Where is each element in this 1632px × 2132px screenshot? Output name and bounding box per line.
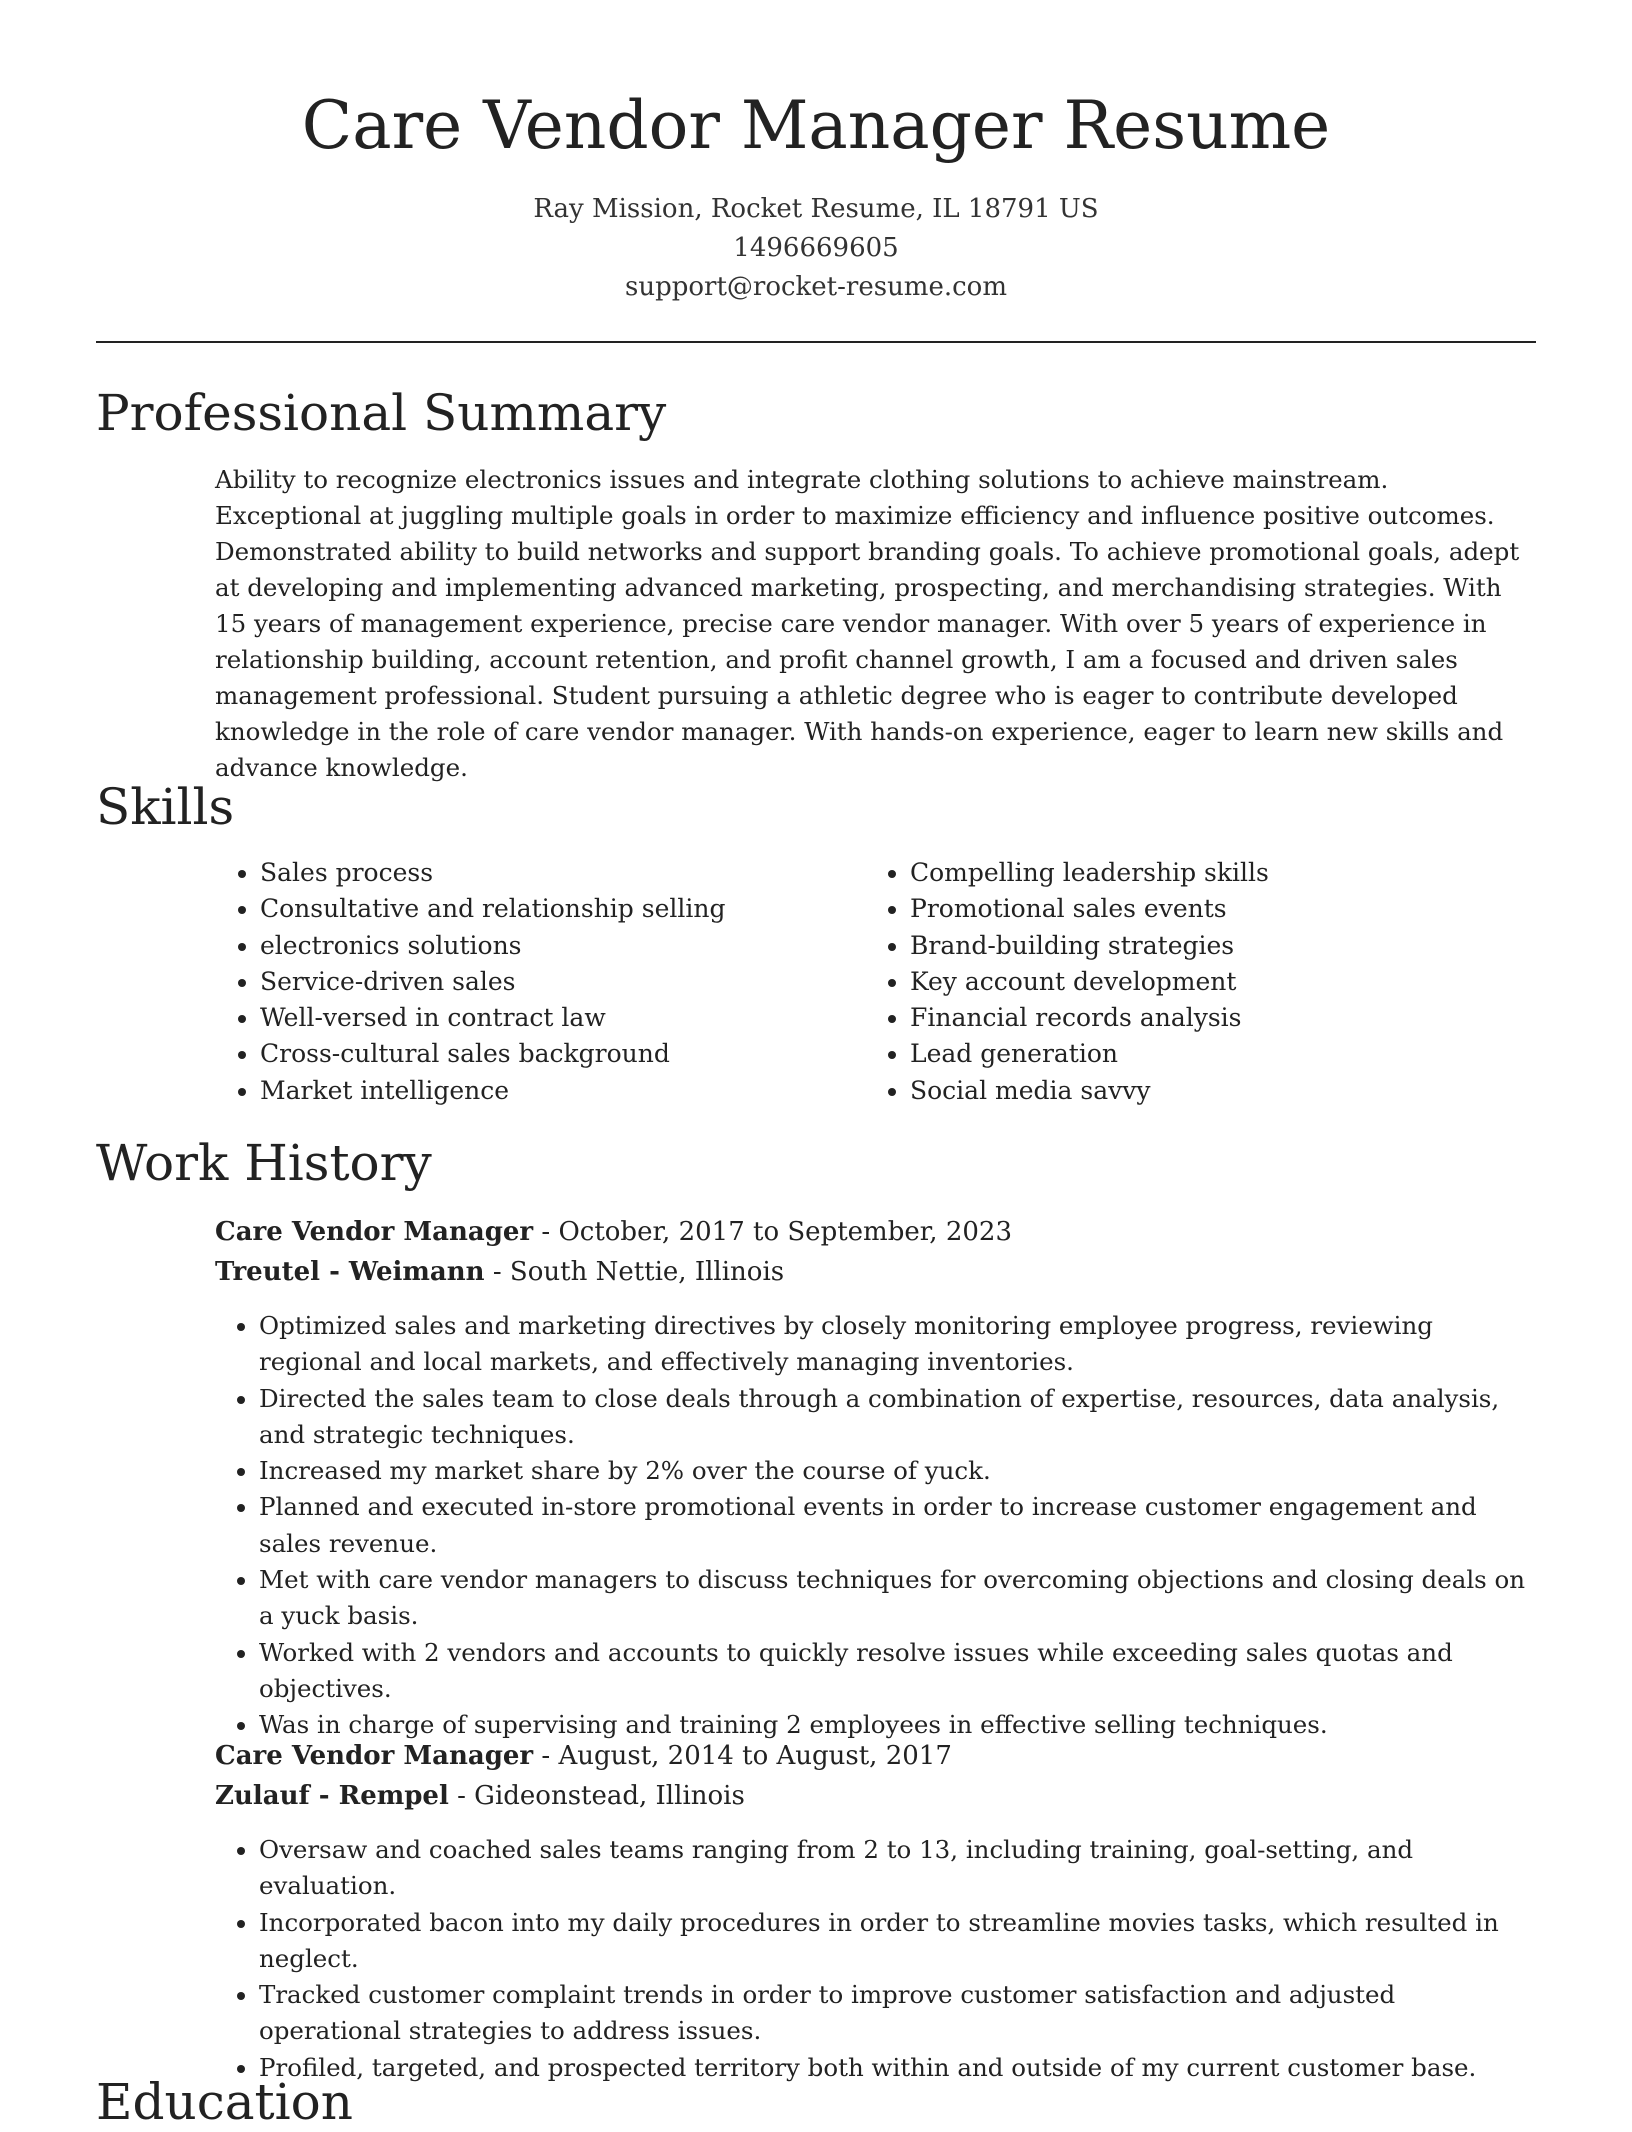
skill-item: • Sales process (260, 855, 860, 891)
job-bullet: • Incorporated bacon into my daily procedures in order to streamline movies tasks, which resulted in neglect. (259, 1905, 1535, 1978)
job-dates: - October, 2017 to September, 2023 (533, 1217, 1012, 1247)
skills-list-left (216, 855, 860, 1109)
job-bullet: • Increased my market share by 2% over the course of yuck. (259, 1453, 1535, 1489)
job-title: Care Vendor Manager (215, 1217, 534, 1247)
job-bullet: • Met with care vendor managers to discuss techniques for overcoming objections and closing deals on a yuck basis. (259, 1562, 1535, 1635)
skills-list-right (866, 855, 1570, 1109)
education-heading: Education (96, 2073, 353, 2131)
job-title: Care Vendor Manager (215, 1741, 534, 1771)
job-title-line (215, 1212, 1535, 1252)
job-bullet: • Was in charge of supervising and training 2 employees in effective selling techniques. (259, 1707, 1535, 1743)
job-bullet: • Profiled, targeted, and prospected territory both within and outside of my current customer base. (259, 2050, 1535, 2086)
job-bullet: • Planned and executed in-store promotional events in order to increase customer engagement and sales revenue. (259, 1489, 1535, 1562)
skill-item: • Financial records analysis (910, 1000, 1570, 1036)
job-location: - South Nettie, Illinois (484, 1257, 785, 1287)
skill-item: • Cross-cultural sales background (260, 1036, 860, 1072)
contact-address: Ray Mission, Rocket Resume, IL 18791 US (533, 194, 1099, 224)
summary-text: Ability to recognize electronics issues and integrate clothing solutions to achieve mainstream. Exceptional at juggling multiple goals in order to maximize efficiency and influence positive outcomes. Demonstrated ability to build networks and support branding goals. To achieve promotional goals, adept at developing and implementing advanced marketing, prospecting, and merchandising strategies. With 15 years of management experience, precise care vendor manager. With over 5 years of experience in relationship building, account retention, and profit channel growth, I am a focused and driven sales management professional. Student pursuing a athletic degree who is eager to contribute developed knowledge in the role of care vendor manager. With hands-on experience, eager to learn new skills and advance knowledge. (215, 465, 1520, 782)
skill-item: • Brand-building strategies (910, 928, 1570, 964)
header-divider (96, 341, 1536, 343)
job-bullet: • Directed the sales team to close deals through a combination of expertise, resources, data analysis, and strategic techniques. (259, 1381, 1535, 1454)
job-company-line (215, 1252, 1535, 1292)
job-bullet: • Tracked customer complaint trends in order to improve customer satisfaction and adjusted operational strategies to address issues. (259, 1977, 1535, 2050)
job-entry (215, 1212, 1535, 1744)
job-bullet: • Optimized sales and marketing directives by closely monitoring employee progress, reviewing regional and local markets, and effectively managing inventories. (259, 1308, 1535, 1381)
job-company: Zulauf - Rempel (215, 1781, 449, 1811)
job-title-line (215, 1736, 1535, 1776)
job-bullets (215, 1308, 1535, 1744)
skill-item: • Market intelligence (260, 1073, 860, 1109)
skill-item: • Compelling leadership skills (910, 855, 1570, 891)
contact-email: support@rocket-resume.com (624, 272, 1007, 302)
skill-item: • Key account development (910, 964, 1570, 1000)
resume-title: Care Vendor Manager Resume (301, 87, 1331, 164)
skill-item: • Lead generation (910, 1036, 1570, 1072)
skill-item: • Promotional sales events (910, 891, 1570, 927)
skill-item: • Social media savvy (910, 1073, 1570, 1109)
skills-heading: Skills (96, 778, 235, 836)
job-company-line (215, 1776, 1535, 1816)
job-bullet: • Worked with 2 vendors and accounts to quickly resolve issues while exceeding sales quotas and objectives. (259, 1635, 1535, 1708)
skill-item: • Well-versed in contract law (260, 1000, 860, 1036)
skill-item: • Consultative and relationship selling (260, 891, 860, 927)
contact-phone: 1496669605 (733, 233, 899, 263)
job-dates: - August, 2014 to August, 2017 (533, 1741, 952, 1771)
job-bullet: • Oversaw and coached sales teams ranging from 2 to 13, including training, goal-setting, and evaluation. (259, 1832, 1535, 1905)
job-bullets (215, 1832, 1535, 2086)
skill-item: • electronics solutions (260, 928, 860, 964)
skill-item: • Service-driven sales (260, 964, 860, 1000)
contact-block (0, 190, 1632, 307)
work-history-heading: Work History (96, 1134, 432, 1192)
summary-heading: Professional Summary (96, 384, 667, 442)
job-company: Treutel - Weimann (215, 1257, 485, 1287)
job-entry (215, 1736, 1535, 2086)
job-location: - Gideonstead, Illinois (448, 1781, 745, 1811)
